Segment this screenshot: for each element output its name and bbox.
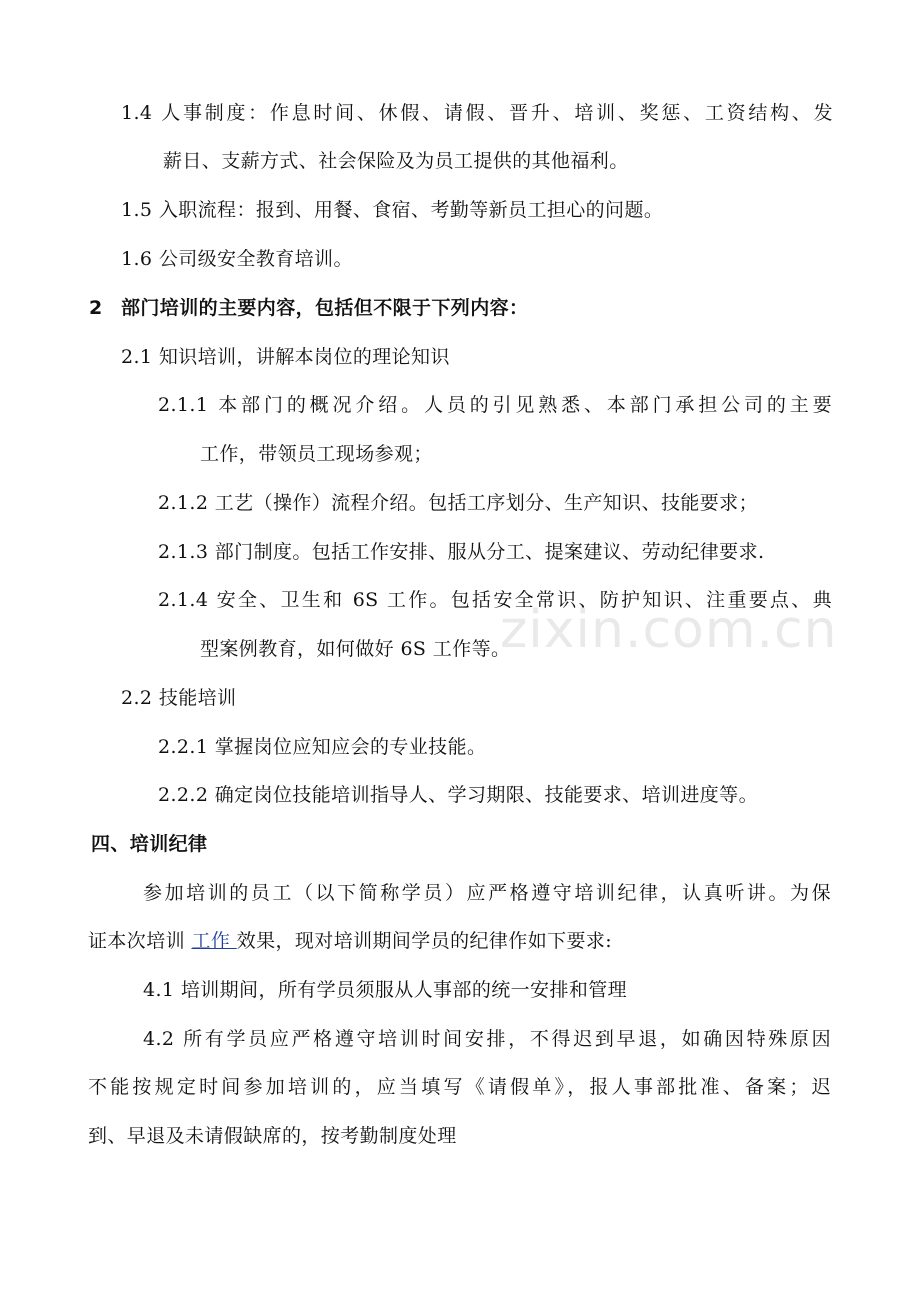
- work-link[interactable]: 工作: [191, 930, 237, 952]
- item-2-1-4-line-2: 型案例教育，如何做好 6S 工作等。: [200, 638, 511, 660]
- item-2-1-3: 2.1.3 部门制度。包括工作安排、服从分工、提案建议、劳动纪律要求.: [158, 541, 765, 563]
- item-2-1: 2.1 知识培训，讲解本岗位的理论知识: [121, 346, 450, 368]
- item-2-1-1-line-1: 2.1.1 本部门的概况介绍。人员的引见熟悉、本部门承担公司的主要: [158, 394, 832, 416]
- item-1-4-line-2: 薪日、支薪方式、社会保险及为员工提供的其他福利。: [163, 150, 629, 172]
- item-2-2-2: 2.2.2 确定岗位技能培训指导人、学习期限、技能要求、培训进度等。: [158, 784, 758, 806]
- item-1-5: 1.5 入职流程：报到、用餐、食宿、考勤等新员工担心的问题。: [121, 199, 664, 221]
- item-2-1-1-line-2: 工作，带领员工现场参观；: [200, 443, 433, 465]
- section-2-number: 2: [89, 297, 103, 319]
- item-2-2-1: 2.2.1 掌握岗位应知应会的专业技能。: [158, 736, 487, 758]
- item-2-2: 2.2 技能培训: [121, 687, 237, 709]
- paragraph-4-text-a: 证本次培训: [88, 930, 192, 952]
- item-4-2-line-1: 4.2 所有学员应严格遵守培训时间安排，不得迟到早退，如确因特殊原因: [143, 1028, 831, 1050]
- paragraph-4-line-1: 参加培训的员工（以下简称学员）应严格遵守培训纪律，认真听讲。为保: [143, 882, 831, 904]
- item-4-1: 4.1 培训期间，所有学员须服从人事部的统一安排和管理: [143, 979, 628, 1001]
- item-1-4-line-1: 1.4 人事制度：作息时间、休假、请假、晋升、培训、奖惩、工资结构、发: [121, 102, 833, 124]
- item-1-6: 1.6 公司级安全教育培训。: [121, 248, 353, 270]
- watermark: zixin.com.cn: [500, 600, 838, 660]
- item-2-1-2: 2.1.2 工艺（操作）流程介绍。包括工序划分、生产知识、技能要求；: [158, 492, 758, 514]
- paragraph-4-text-b: 效果，现对培训期间学员的纪律作如下要求:: [236, 930, 613, 952]
- item-4-2-line-3: 到、早退及未请假缺席的，按考勤制度处理: [88, 1125, 457, 1147]
- section-4-heading: 四、培训纪律: [91, 833, 208, 855]
- item-2-1-4-line-1: 2.1.4 安全、卫生和 6S 工作。包括安全常识、防护知识、注重要点、典: [158, 589, 832, 611]
- paragraph-4-line-2: [88, 927, 612, 955]
- item-4-2-line-2: 不能按规定时间参加培训的，应当填写《请假单》，报人事部批准、备案；迟: [88, 1076, 831, 1098]
- section-2-heading: 部门培训的主要内容，包括但不限于下列内容：: [121, 297, 529, 319]
